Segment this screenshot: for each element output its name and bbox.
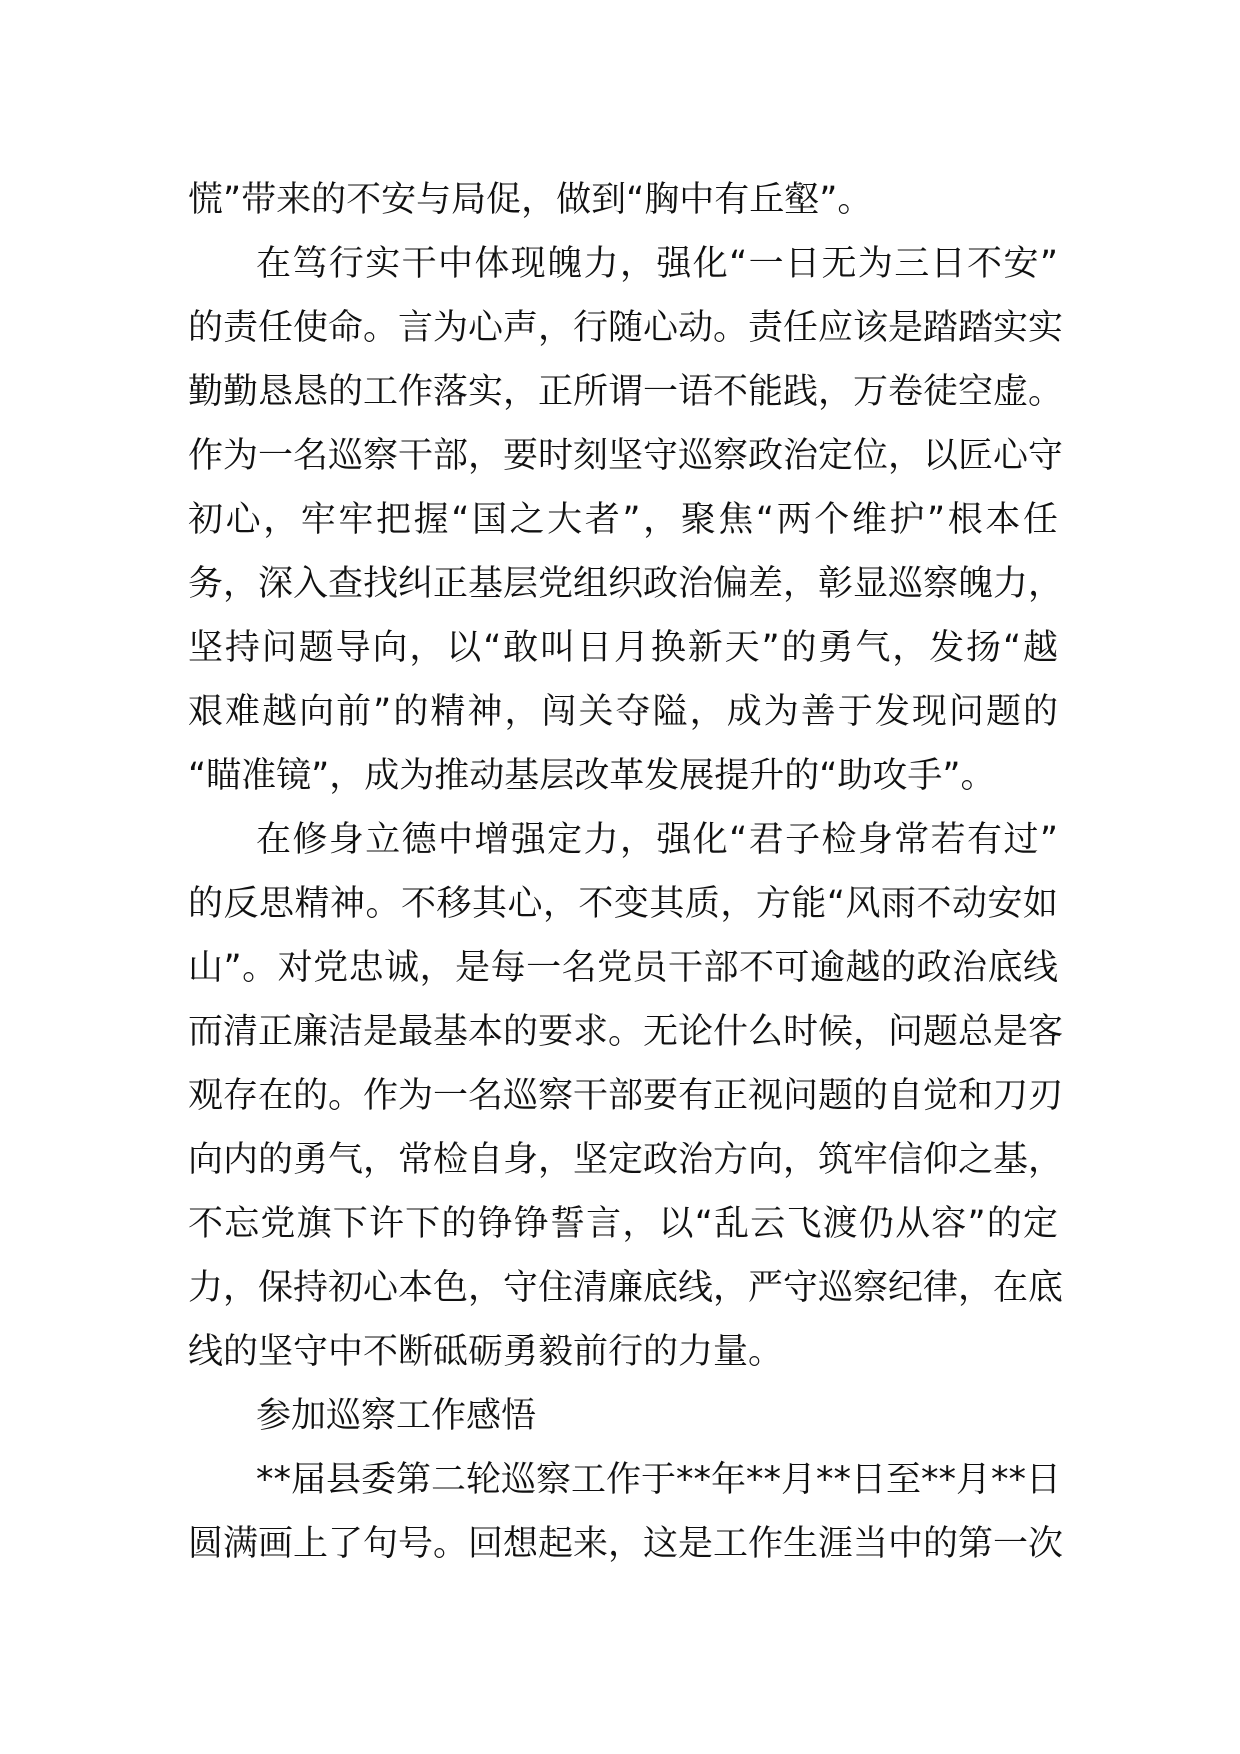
text-line: 线的坚守中不断砥砺勇毅前行的力量。 — [188, 1332, 784, 1372]
text-line: 圆满画上了句号。回想起来，这是工作生涯当中的第一次 — [188, 1524, 1064, 1564]
text-line: “瞄准镜”，成为推动基层改革发展提升的“助攻手”。 — [188, 756, 996, 796]
text-line: 作为一名巡察干部，要时刻坚守巡察政治定位，以匠心守 — [188, 436, 1064, 476]
text-line: 慌”带来的不安与局促，做到“胸中有丘壑”。 — [188, 180, 873, 220]
text-line: 的反思精神。不移其心，不变其质，方能“风雨不动安如 — [188, 884, 1058, 924]
paragraph-first-line: 在笃行实干中体现魄力，强化“一日无为三日不安” — [256, 244, 1058, 284]
text-line: 坚持问题导向，以“敢叫日月换新天”的勇气，发扬“越 — [188, 628, 1058, 668]
text-line: 而清正廉洁是最基本的要求。无论什么时候，问题总是客 — [188, 1012, 1064, 1052]
text-line: 观存在的。作为一名巡察干部要有正视问题的自觉和刀刃 — [188, 1076, 1064, 1116]
text-line: 务，深入查找纠正基层党组织政治偏差，彰显巡察魄力， — [188, 564, 1064, 604]
text-line: 的责任使命。言为心声，行随心动。责任应该是踏踏实实 — [188, 308, 1064, 348]
text-line: 山”。对党忠诚，是每一名党员干部不可逾越的政治底线 — [188, 948, 1058, 988]
text-line: 艰难越向前”的精神，闯关夺隘，成为善于发现问题的 — [188, 692, 1058, 732]
text-line: 不忘党旗下许下的铮铮誓言，以“乱云飞渡仍从容”的定 — [188, 1204, 1058, 1244]
paragraph-first-line: **届县委第二轮巡察工作于**年**月**日至**月**日 — [256, 1460, 1062, 1500]
text-line: 力，保持初心本色，守住清廉底线，严守巡察纪律，在底 — [188, 1268, 1064, 1308]
section-heading: 参加巡察工作感悟 — [256, 1396, 537, 1436]
text-line: 勤勤恳恳的工作落实，正所谓一语不能践，万卷徒空虚。 — [188, 372, 1064, 412]
paragraph-first-line: 在修身立德中增强定力，强化“君子检身常若有过” — [256, 820, 1058, 860]
text-line: 向内的勇气，常检自身，坚定政治方向，筑牢信仰之基， — [188, 1140, 1064, 1180]
text-line: 初心，牢牢把握“国之大者”，聚焦“两个维护”根本任 — [188, 500, 1058, 540]
